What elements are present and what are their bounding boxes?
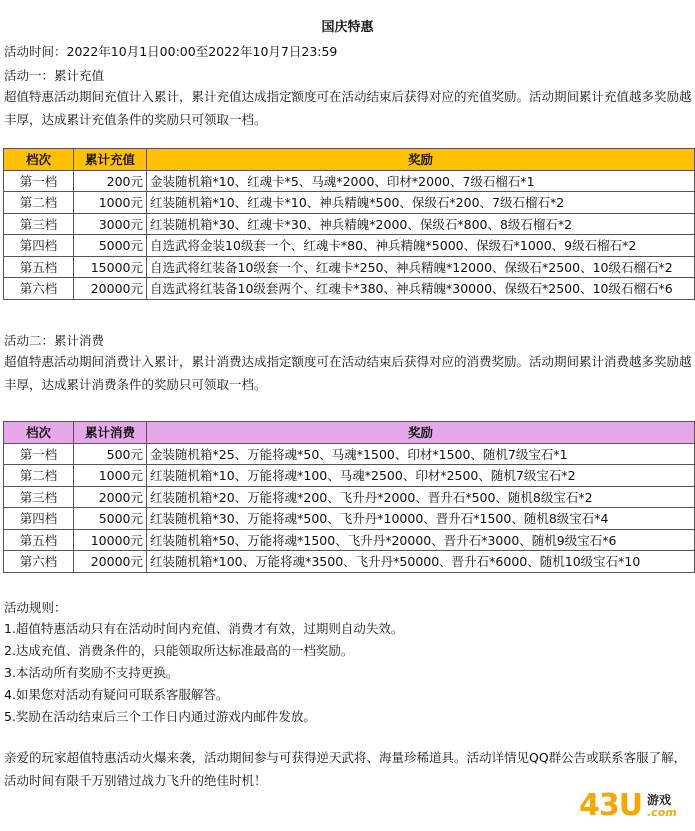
site-logo	[579, 789, 689, 825]
logo-com: .com	[647, 806, 677, 819]
cell-tier: 第一档	[4, 170, 74, 192]
table-row	[4, 235, 695, 257]
cell-tier: 第二档	[4, 465, 74, 487]
consumption-table	[3, 421, 695, 573]
cell-amount: 500元	[74, 443, 147, 465]
cell-tier: 第三档	[4, 213, 74, 235]
header-reward: 奖励	[147, 422, 695, 444]
header-tier: 档次	[4, 149, 74, 171]
cell-amount: 15000元	[74, 256, 147, 278]
cell-tier: 第五档	[4, 529, 74, 551]
cell-reward: 自选武将红装备10级套两个、红魂卡*380、神兵精魄*30000、保级石*2500、10级石榴石*6	[147, 278, 695, 300]
table-row	[4, 213, 695, 235]
cell-tier: 第二档	[4, 192, 74, 214]
section1-description: 超值特惠活动期间充值计入累计，累计充值达成指定额度可在活动结束后获得对应的充值奖励。活动期间累计充值越多奖励越丰厚，达成累计充值条件的奖励只可领取一档。	[4, 89, 692, 127]
table-row	[4, 192, 695, 214]
cell-tier: 第一档	[4, 443, 74, 465]
header-amount: 累计消费	[74, 422, 147, 444]
section2-description: 超值特惠活动期间消费计入累计，累计消费达成指定额度可在活动结束后获得对应的消费奖励。活动期间累计消费越多奖励越丰厚，达成累计消费条件的奖励只可领取一档。	[4, 354, 692, 392]
cell-reward: 金装随机箱*10、红魂卡*5、马魂*2000、印材*2000、7级石榴石*1	[147, 170, 695, 192]
cell-amount: 10000元	[74, 529, 147, 551]
table-row	[4, 278, 695, 300]
section2-heading: 活动二：累计消费	[4, 333, 105, 348]
table-row	[4, 508, 695, 530]
table-row	[4, 486, 695, 508]
logo-main: 43U	[579, 788, 643, 823]
cell-tier: 第四档	[4, 235, 74, 257]
table-row	[4, 443, 695, 465]
table-header-row	[4, 422, 695, 444]
table-row	[4, 529, 695, 551]
cell-tier: 第五档	[4, 256, 74, 278]
cell-amount: 1000元	[74, 192, 147, 214]
cell-reward: 红装随机箱*30、万能将魂*500、飞升丹*10000、晋升石*1500、随机8级宝石*4	[147, 508, 695, 530]
cell-amount: 1000元	[74, 465, 147, 487]
section1-heading: 活动一：累计充值	[4, 68, 105, 83]
rule-item: 1.超值特惠活动只有在活动时间内充值、消费才有效，过期则自动失效。	[4, 621, 404, 636]
cell-tier: 第四档	[4, 508, 74, 530]
rules-heading: 活动规则：	[4, 600, 67, 615]
cell-reward: 红装随机箱*20、万能将魂*200、飞升丹*2000、晋升石*500、随机8级宝石*2	[147, 486, 695, 508]
rule-item: 5.奖励在活动结束后三个工作日内通过游戏内邮件发放。	[4, 709, 316, 724]
cell-amount: 5000元	[74, 235, 147, 257]
cell-amount: 20000元	[74, 278, 147, 300]
table-row	[4, 551, 695, 573]
cell-reward: 金装随机箱*25、万能将魂*50、马魂*1500、印材*1500、随机7级宝石*1	[147, 443, 695, 465]
header-tier: 档次	[4, 422, 74, 444]
cell-tier: 第六档	[4, 551, 74, 573]
cell-amount: 2000元	[74, 486, 147, 508]
cell-reward: 红装随机箱*50、万能将魂*1500、飞升丹*20000、晋升石*3000、随机9级宝石*6	[147, 529, 695, 551]
cell-reward: 红装随机箱*10、红魂卡*10、神兵精魄*500、保级石*200、7级石榴石*2	[147, 192, 695, 214]
recharge-table	[3, 148, 695, 300]
page-title: 国庆特惠	[321, 20, 374, 35]
header-amount: 累计充值	[74, 149, 147, 171]
cell-reward: 红装随机箱*30、红魂卡*30、神兵精魄*2000、保级石*800、8级石榴石*2	[147, 213, 695, 235]
cell-tier: 第六档	[4, 278, 74, 300]
logo-sub: 游戏	[647, 793, 672, 807]
rule-item: 2.达成充值、消费条件的，只能领取所达标准最高的一档奖励。	[4, 643, 354, 658]
cell-reward: 自选武将金装10级套一个、红魂卡*80、神兵精魄*5000、保级石*1000、9级石榴石*2	[147, 235, 695, 257]
rule-item: 3.本活动所有奖励不支持更换。	[4, 665, 179, 680]
table-header-row	[4, 149, 695, 171]
cell-reward: 红装随机箱*100、万能将魂*3500、飞升丹*50000、晋升石*6000、随机10级宝石*10	[147, 551, 695, 573]
rule-item: 4.如果您对活动有疑问可联系客服解答。	[4, 687, 229, 702]
cell-reward: 红装随机箱*10、万能将魂*100、马魂*2500、印材*2500、随机7级宝石*2	[147, 465, 695, 487]
cell-reward: 自选武将红装备10级套一个、红魂卡*250、神兵精魄*12000、保级石*2500、10级石榴石*2	[147, 256, 695, 278]
cell-amount: 20000元	[74, 551, 147, 573]
header-reward: 奖励	[147, 149, 695, 171]
table-row	[4, 465, 695, 487]
cell-amount: 5000元	[74, 508, 147, 530]
table-row	[4, 170, 695, 192]
cell-amount: 3000元	[74, 213, 147, 235]
table-row	[4, 256, 695, 278]
footer-text: 亲爱的玩家超值特惠活动火爆来袭，活动期间参与可获得逆天武将、海量珍稀道具。活动详情见QQ群公告或联系客服了解，活动时间有限千万别错过战力飞升的绝佳时机！	[4, 750, 687, 788]
cell-amount: 200元	[74, 170, 147, 192]
activity-time: 活动时间：2022年10月1日00:00至2022年10月7日23:59	[4, 44, 338, 59]
cell-tier: 第三档	[4, 486, 74, 508]
